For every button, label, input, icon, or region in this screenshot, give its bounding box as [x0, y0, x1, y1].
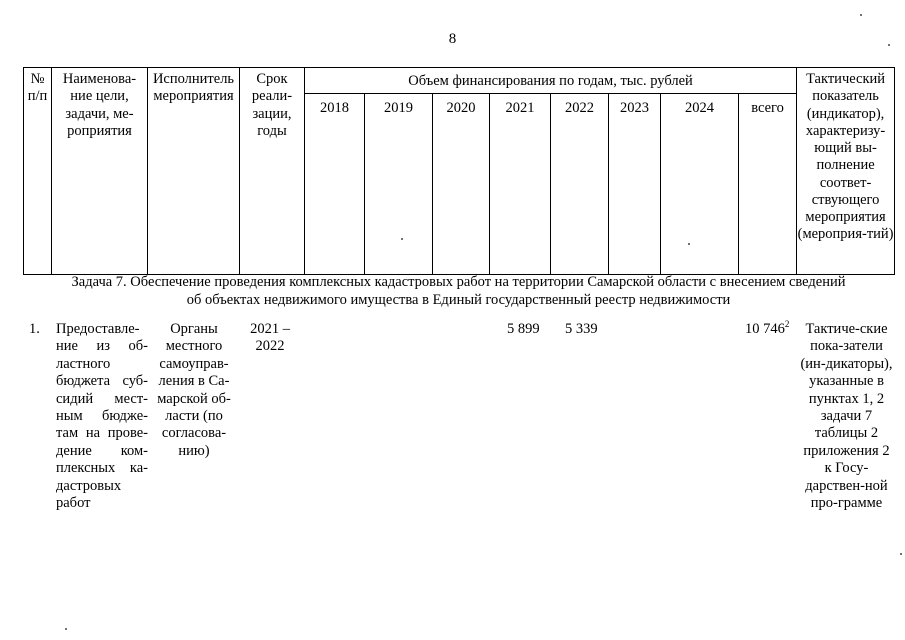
row-term: 2021 – 2022	[250, 321, 290, 355]
header-year: 2022	[551, 94, 609, 275]
scan-speck	[900, 553, 902, 555]
header-year: 2019	[365, 94, 433, 275]
task-heading	[23, 274, 894, 309]
header-num: № п/п	[24, 68, 52, 275]
task-heading-line: об объектах недвижимого имущества в Единый государственный реестр недвижимости	[186, 291, 731, 308]
row-total-footnote: 2	[784, 319, 790, 330]
header-year-total: всего	[739, 94, 797, 275]
header-financing: Объем финансирования по годам, тыс. рублей	[305, 68, 797, 94]
header-year: 2024	[661, 94, 739, 275]
header-year: 2020	[433, 94, 490, 275]
header-indicator: Тактический показатель (индикатор), характеризу-ющий вы-полнение соответ-ствующего мероприятия (мероприя-тий)	[797, 68, 895, 275]
row-total-number: 10 746	[745, 321, 785, 337]
row-name: Предоставле-ние из об-ластного бюджета суб-сидий мест-ным бюдже-там на прове-дение ком-плексных ка-дастровых работ	[56, 321, 148, 511]
header-executor: Исполнитель мероприятия	[148, 68, 240, 275]
row-value-total	[745, 321, 789, 338]
scan-speck	[688, 243, 690, 245]
scan-speck	[888, 44, 890, 46]
scan-speck	[65, 628, 67, 630]
page-number: 8	[448, 31, 457, 47]
header-term: Срок реали-зации, годы	[240, 68, 305, 275]
row-executor: Органы местного самоуправ-ления в Са-марской об-ласти (по согласова-нию)	[157, 321, 231, 459]
header-name: Наименова-ние цели, задачи, ме-роприятия	[52, 68, 148, 275]
row-indicator: Тактиче-ские пока-затели (ин-дикаторы), указанные в пунктах 1, 2 задачи 7 таблицы 2 приложения 2 к Госу-дарствен-ной про-грамме	[800, 321, 893, 511]
header-year: 2018	[305, 94, 365, 275]
financing-table-header	[23, 67, 895, 275]
scan-speck	[401, 238, 403, 240]
header-year: 2023	[609, 94, 661, 275]
task-heading-line: Задача 7. Обеспечение проведения комплексных кадастровых работ на территории Самарской области с внесением сведений	[71, 274, 846, 290]
row-value-2022: 5 339	[565, 321, 598, 337]
row-num: 1.	[29, 321, 40, 337]
scan-speck	[860, 14, 862, 16]
row-value-2021: 5 899	[507, 321, 540, 337]
header-year: 2021	[490, 94, 551, 275]
